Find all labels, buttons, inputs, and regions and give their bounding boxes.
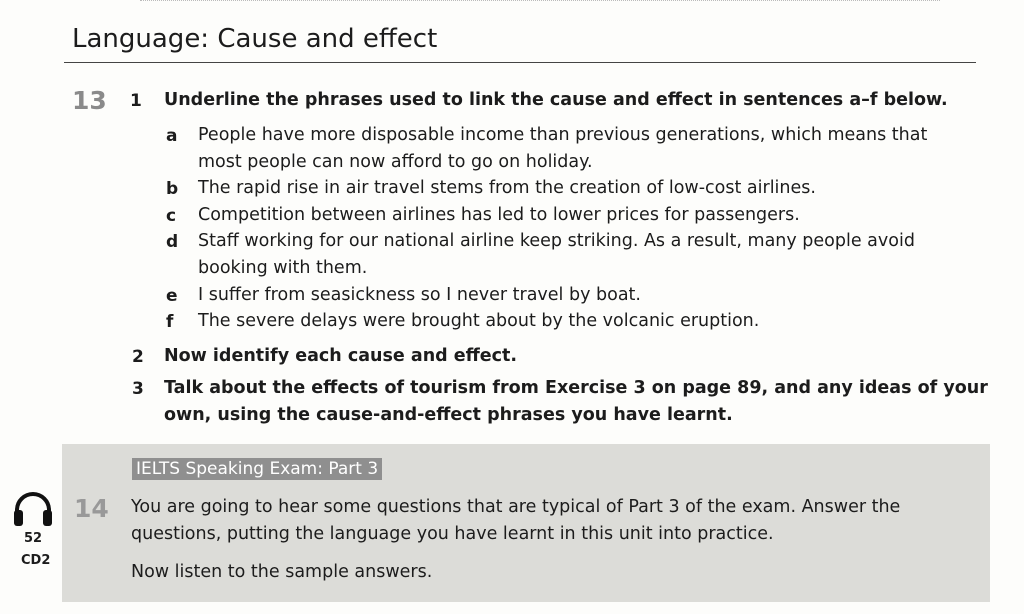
item-text: The rapid rise in air travel stems from the creation of low-cost airlines. [198, 178, 816, 198]
exercise-14-text: questions, putting the language you have learnt in this unit into practice. [131, 524, 774, 544]
question-number-1: 1 [130, 91, 142, 111]
question-number-2: 2 [132, 347, 144, 367]
exercise-14-text: You are going to hear some questions that are typical of Part 3 of the exam. Answer the [131, 497, 901, 517]
item-text: The severe delays were brought about by the volcanic eruption. [198, 311, 760, 331]
item-letter: c [166, 206, 177, 226]
item-text: Competition between airlines has led to lower prices for passengers. [198, 205, 800, 225]
item-text: Staff working for our national airline keep striking. As a result, many people avoid [198, 231, 915, 251]
top-dotted-border [140, 0, 940, 1]
exercise-number-14: 14 [74, 494, 109, 523]
question-1-text: Underline the phrases used to link the cause and effect in sentences a–f below. [164, 90, 948, 110]
item-letter: e [166, 286, 178, 306]
item-letter: a [166, 126, 178, 146]
item-text: I suffer from seasickness so I never travel by boat. [198, 285, 641, 305]
item-text: most people can now afford to go on holiday. [198, 152, 593, 172]
title-rule [64, 62, 976, 63]
listen-instruction: Now listen to the sample answers. [131, 562, 433, 582]
item-letter: d [166, 232, 179, 252]
question-3-text: Talk about the effects of tourism from Exercise 3 on page 89, and any ideas of your [164, 378, 988, 398]
item-text: booking with them. [198, 258, 368, 278]
section-title: Language: Cause and effect [72, 24, 438, 54]
speaking-exam-label: IELTS Speaking Exam: Part 3 [132, 458, 382, 480]
exercise-number-13: 13 [72, 86, 107, 115]
question-2-text: Now identify each cause and effect. [164, 346, 518, 366]
question-3-text: own, using the cause-and-effect phrases you have learnt. [164, 405, 733, 425]
audio-track-number: 52 [24, 531, 43, 546]
item-text: People have more disposable income than previous generations, which means that [198, 125, 928, 145]
headphones-icon [12, 490, 54, 528]
item-letter: b [166, 179, 179, 199]
question-number-3: 3 [132, 379, 144, 399]
audio-cd-label: CD2 [21, 553, 51, 568]
item-letter: f [166, 312, 174, 332]
